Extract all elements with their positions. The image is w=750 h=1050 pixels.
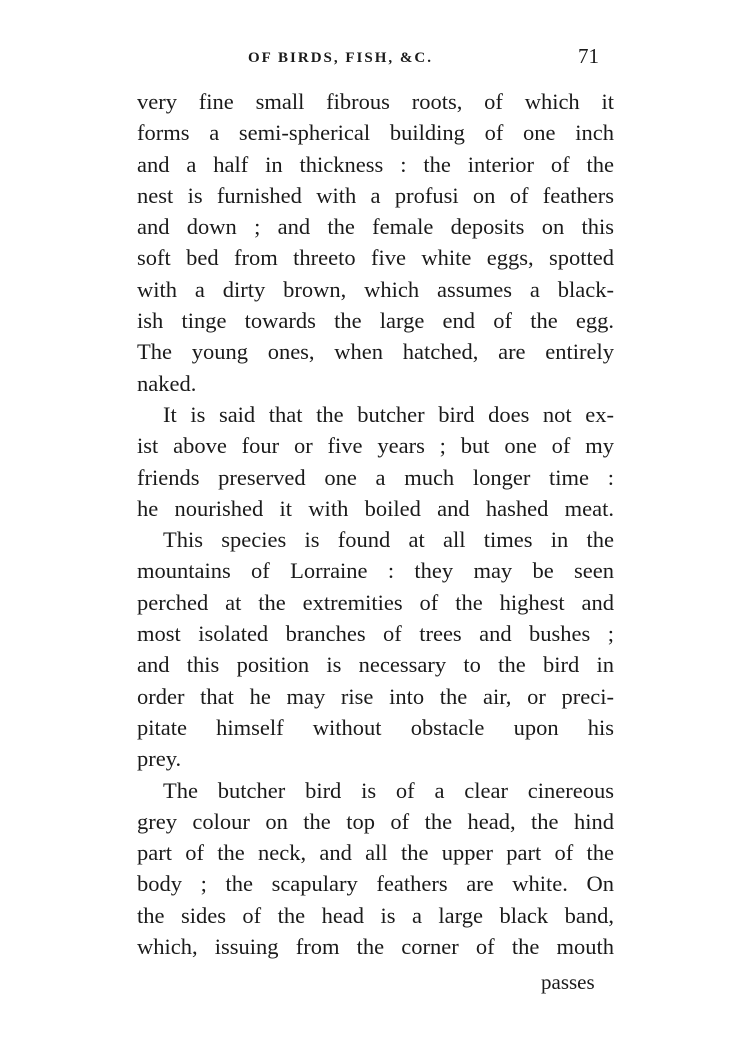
text-line: prey. (137, 746, 182, 772)
text-line: perched at the extremities of the highest and (137, 589, 614, 615)
text-line: with a dirty brown, which assumes a black- (137, 276, 614, 302)
text-line: and a half in thickness : the interior of the (137, 151, 614, 177)
text-line: part of the neck, and all the upper part of the (137, 840, 614, 866)
text-line: soft bed from threeto five white eggs, spotted (137, 245, 614, 271)
text-line: body ; the scapulary feathers are white. On (137, 871, 614, 897)
text-line: It is said that the butcher bird does not ex- (163, 401, 614, 427)
catchword: passes (541, 970, 595, 994)
text-line: ist above four or five years ; but one of my (137, 433, 614, 459)
body-text (137, 86, 614, 962)
paragraph-4 (137, 775, 614, 963)
text-line: the sides of the head is a large black band, (137, 902, 614, 928)
text-line: The butcher bird is of a clear cinereous (163, 777, 614, 803)
text-line: order that he may rise into the air, or preci- (137, 683, 614, 709)
text-line: and this position is necessary to the bird in (137, 652, 614, 678)
text-line: The young ones, when hatched, are entirely (137, 339, 614, 365)
text-line: he nourished it with boiled and hashed meat. (137, 495, 614, 521)
running-head: OF BIRDS, FISH, &C. (248, 50, 433, 66)
text-line: grey colour on the top of the head, the hind (137, 808, 614, 834)
text-line: most isolated branches of trees and bushes ; (137, 621, 614, 647)
text-line: naked. (137, 370, 197, 396)
text-line: This species is found at all times in the (163, 527, 614, 553)
text-line: forms a semi-spherical building of one inch (137, 120, 614, 146)
text-line: very fine small fibrous roots, of which it (137, 89, 614, 114)
text-line: friends preserved one a much longer time : (137, 464, 614, 490)
text-line: mountains of Lorraine : they may be seen (137, 558, 614, 584)
text-line: and down ; and the female deposits on this (137, 214, 614, 240)
paragraph-2 (137, 399, 614, 524)
text-line: nest is furnished with a profusi on of feathers (137, 182, 614, 208)
text-line: pitate himself without obstacle upon his (137, 714, 614, 740)
text-line: ish tinge towards the large end of the egg. (137, 308, 614, 334)
paragraph-1 (137, 86, 614, 399)
paragraph-3 (137, 524, 614, 774)
page-number: 71 (578, 44, 599, 68)
text-line: which, issuing from the corner of the mouth (137, 934, 614, 960)
